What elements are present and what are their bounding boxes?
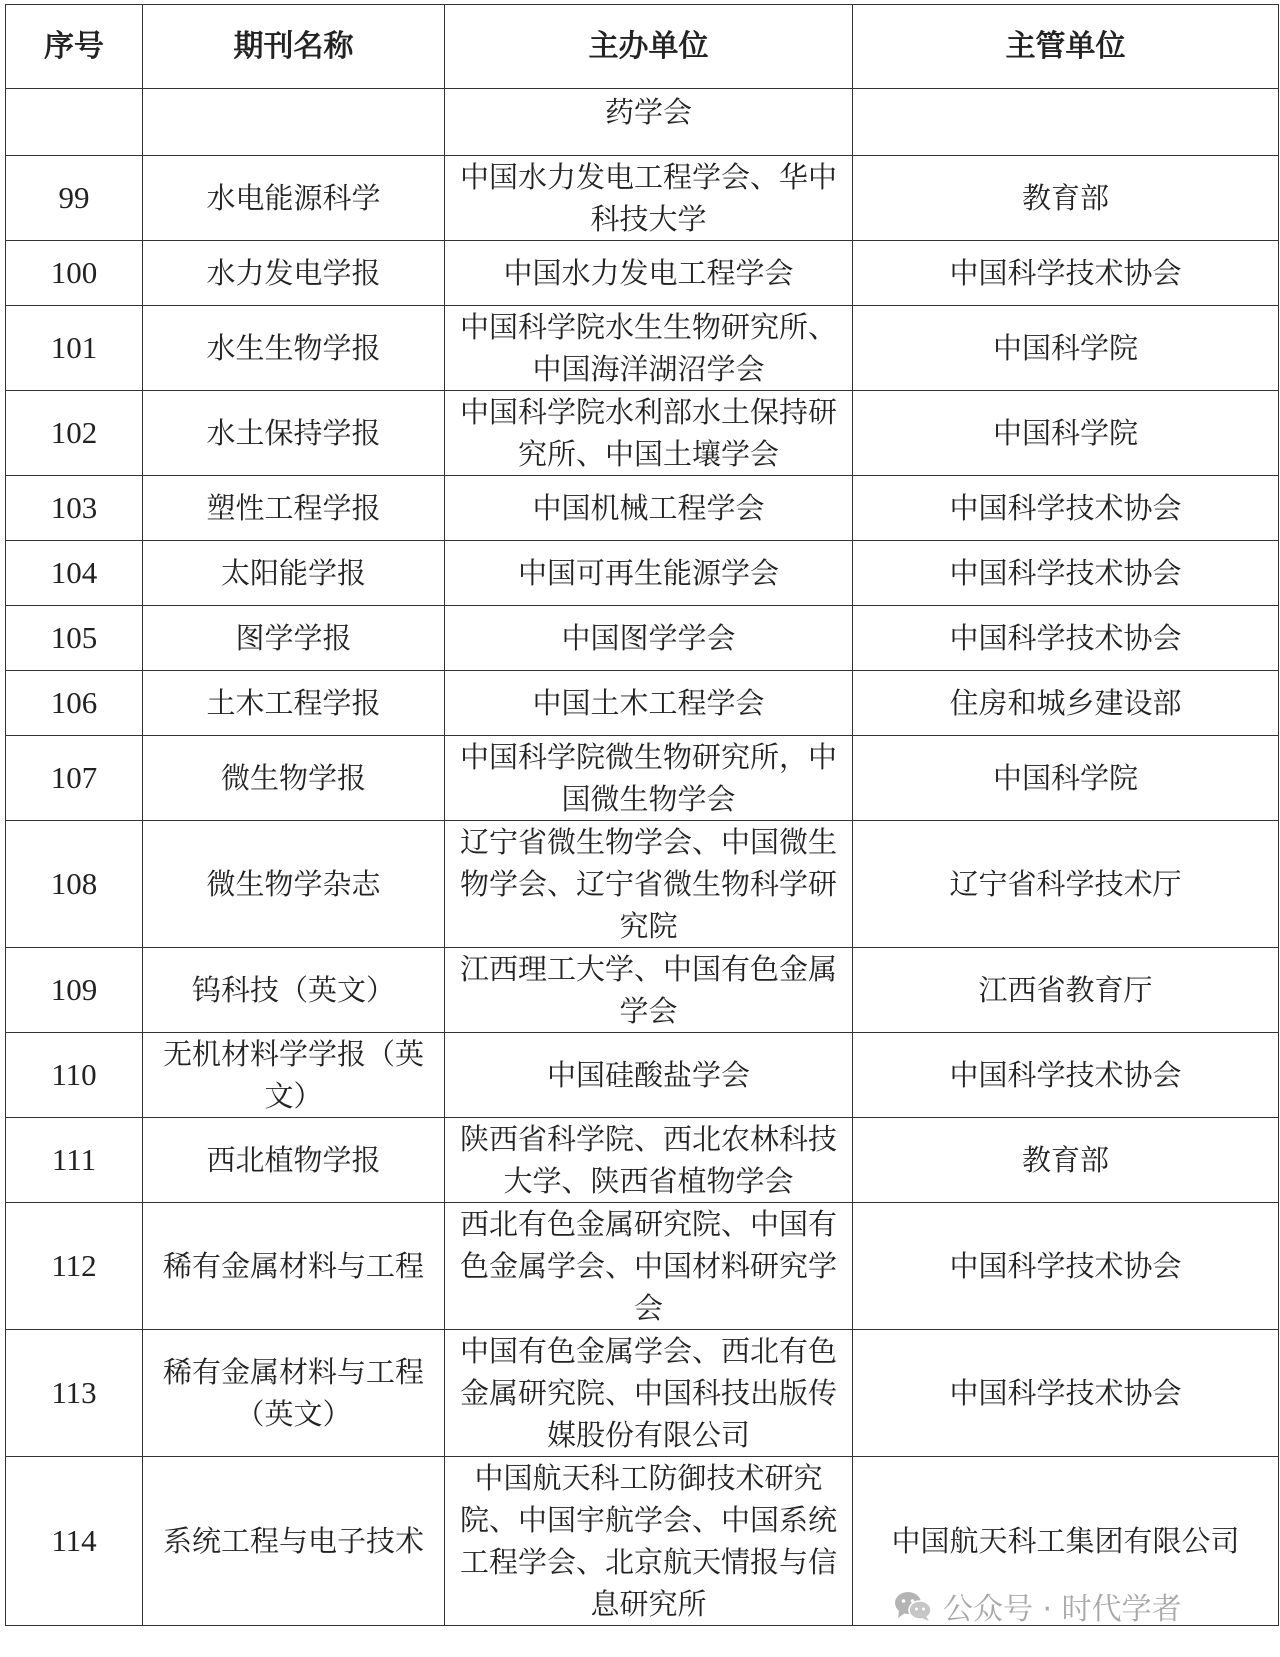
cell-no: 107 xyxy=(6,736,143,821)
cell-no: 99 xyxy=(6,156,143,241)
cell-sponsor: 中国航天科工防御技术研究院、中国宇航学会、中国系统工程学会、北京航天情报与信息研究所 xyxy=(445,1457,853,1626)
cell-sponsor: 江西理工大学、中国有色金属学会 xyxy=(445,948,853,1033)
cell-no: 113 xyxy=(6,1330,143,1457)
cell-journal xyxy=(143,89,445,156)
table-row xyxy=(6,671,1279,736)
cell-sponsor: 西北有色金属研究院、中国有色金属学会、中国材料研究学会 xyxy=(445,1203,853,1330)
cell-sponsor: 中国科学院微生物研究所，中国微生物学会 xyxy=(445,736,853,821)
cell-supervisor: 辽宁省科学技术厅 xyxy=(853,821,1279,948)
cell-sponsor: 中国水力发电工程学会 xyxy=(445,241,853,306)
cell-sponsor: 中国水力发电工程学会、华中科技大学 xyxy=(445,156,853,241)
cell-supervisor: 中国科学技术协会 xyxy=(853,241,1279,306)
cell-journal: 微生物学杂志 xyxy=(143,821,445,948)
cell-no: 106 xyxy=(6,671,143,736)
continuation-row xyxy=(6,89,1279,156)
cell-no: 105 xyxy=(6,606,143,671)
table-row xyxy=(6,306,1279,391)
cell-no: 103 xyxy=(6,476,143,541)
table-row xyxy=(6,541,1279,606)
table-row xyxy=(6,156,1279,241)
cell-journal: 水力发电学报 xyxy=(143,241,445,306)
cell-supervisor: 中国科学技术协会 xyxy=(853,476,1279,541)
cell-sponsor: 中国硅酸盐学会 xyxy=(445,1033,853,1118)
journal-table xyxy=(5,4,1279,1626)
table-row xyxy=(6,1118,1279,1203)
header-journal: 期刊名称 xyxy=(143,5,445,89)
cell-supervisor: 中国科学院 xyxy=(853,306,1279,391)
cell-sponsor: 中国有色金属学会、西北有色金属研究院、中国科技出版传媒股份有限公司 xyxy=(445,1330,853,1457)
table-row xyxy=(6,476,1279,541)
cell-journal: 无机材料学学报（英文） xyxy=(143,1033,445,1118)
cell-no: 112 xyxy=(6,1203,143,1330)
cell-sponsor: 中国图学学会 xyxy=(445,606,853,671)
cell-supervisor: 中国科学院 xyxy=(853,391,1279,476)
watermark-text: 公众号 · 时代学者 xyxy=(943,1592,1182,1627)
cell-journal: 太阳能学报 xyxy=(143,541,445,606)
cell-no: 114 xyxy=(6,1457,143,1626)
cell-supervisor: 中国科学院 xyxy=(853,736,1279,821)
cell-sponsor: 中国科学院水利部水土保持研究所、中国土壤学会 xyxy=(445,391,853,476)
journal-table-page xyxy=(5,4,1278,1626)
cell-no: 102 xyxy=(6,391,143,476)
table-row xyxy=(6,1033,1279,1118)
cell-journal: 系统工程与电子技术 xyxy=(143,1457,445,1626)
cell-sponsor: 中国科学院水生生物研究所、中国海洋湖沼学会 xyxy=(445,306,853,391)
cell-no: 104 xyxy=(6,541,143,606)
cell-no: 109 xyxy=(6,948,143,1033)
cell-supervisor: 教育部 xyxy=(853,156,1279,241)
cell-sponsor: 陕西省科学院、西北农林科技大学、陕西省植物学会 xyxy=(445,1118,853,1203)
cell-journal: 水土保持学报 xyxy=(143,391,445,476)
cell-supervisor: 中国航天科工集团有限公司 xyxy=(853,1457,1279,1626)
cell-sponsor: 中国土木工程学会 xyxy=(445,671,853,736)
header-supervisor: 主管单位 xyxy=(853,5,1279,89)
cell-journal: 土木工程学报 xyxy=(143,671,445,736)
cell-supervisor: 江西省教育厅 xyxy=(853,948,1279,1033)
wechat-watermark xyxy=(893,1584,1182,1628)
table-row xyxy=(6,606,1279,671)
table-row xyxy=(6,948,1279,1033)
cell-no: 111 xyxy=(6,1118,143,1203)
cell-no: 108 xyxy=(6,821,143,948)
wechat-icon xyxy=(893,1589,933,1623)
cell-sponsor: 药学会 xyxy=(445,89,853,156)
header-sponsor: 主办单位 xyxy=(445,5,853,89)
cell-journal: 塑性工程学报 xyxy=(143,476,445,541)
cell-supervisor: 中国科学技术协会 xyxy=(853,606,1279,671)
cell-no: 110 xyxy=(6,1033,143,1118)
cell-journal: 水生生物学报 xyxy=(143,306,445,391)
table-row xyxy=(6,736,1279,821)
table-header-row xyxy=(6,5,1279,89)
table-row xyxy=(6,1330,1279,1457)
cell-no: 100 xyxy=(6,241,143,306)
cell-supervisor: 中国科学技术协会 xyxy=(853,541,1279,606)
cell-supervisor xyxy=(853,89,1279,156)
table-row xyxy=(6,241,1279,306)
cell-journal: 水电能源科学 xyxy=(143,156,445,241)
cell-journal: 微生物学报 xyxy=(143,736,445,821)
header-no: 序号 xyxy=(6,5,143,89)
cell-sponsor: 中国可再生能源学会 xyxy=(445,541,853,606)
cell-supervisor: 中国科学技术协会 xyxy=(853,1033,1279,1118)
cell-journal: 钨科技（英文） xyxy=(143,948,445,1033)
cell-sponsor: 辽宁省微生物学会、中国微生物学会、辽宁省微生物科学研究院 xyxy=(445,821,853,948)
cell-journal: 稀有金属材料与工程 xyxy=(143,1203,445,1330)
cell-journal: 西北植物学报 xyxy=(143,1118,445,1203)
table-row xyxy=(6,1203,1279,1330)
cell-supervisor: 教育部 xyxy=(853,1118,1279,1203)
table-row xyxy=(6,391,1279,476)
cell-supervisor: 住房和城乡建设部 xyxy=(853,671,1279,736)
cell-supervisor: 中国科学技术协会 xyxy=(853,1203,1279,1330)
cell-sponsor: 中国机械工程学会 xyxy=(445,476,853,541)
cell-no: 101 xyxy=(6,306,143,391)
cell-journal: 稀有金属材料与工程（英文） xyxy=(143,1330,445,1457)
cell-journal: 图学学报 xyxy=(143,606,445,671)
cell-supervisor: 中国科学技术协会 xyxy=(853,1330,1279,1457)
table-row xyxy=(6,821,1279,948)
cell-no xyxy=(6,89,143,156)
